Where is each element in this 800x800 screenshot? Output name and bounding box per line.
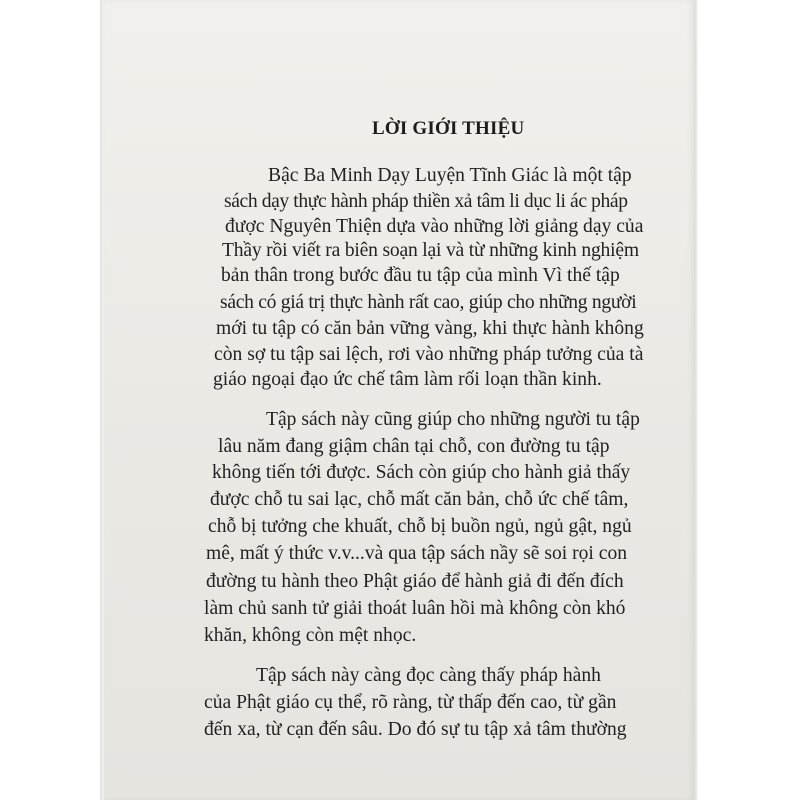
text-line: Tập sách này càng đọc càng thấy pháp hành <box>256 665 601 686</box>
text-line: sách có giá trị thực hành rất cao, giúp cho những người <box>220 292 637 313</box>
text-line: làm chủ sanh tử giải thoát luân hồi mà không còn khó <box>204 598 626 619</box>
text-line: mới tu tập có căn bản vững vàng, khi thực hành không <box>216 318 644 339</box>
text-line: của Phật giáo cụ thể, rõ ràng, từ thấp đến cao, từ gần <box>204 692 617 713</box>
page-right-edge <box>694 0 698 800</box>
text-line: khăn, không còn mệt nhọc. <box>204 625 417 646</box>
text-line: chỗ bị tưởng che khuất, chỗ bị buồn ngủ, ngủ gật, ngủ <box>208 516 632 537</box>
text-line: mê, mất ý thức v.v...và qua tập sách nầy sẽ soi rọi con <box>206 543 628 564</box>
text-line: Bậc Ba Minh Dạy Luyện Tĩnh Giác là một tập <box>268 165 632 186</box>
text-line: đến xa, từ cạn đến sâu. Do đó sự tu tập xả tâm thường <box>204 719 627 740</box>
text-line: được chỗ tu sai lạc, chỗ mất căn bản, chỗ ức chế tâm, <box>210 489 629 510</box>
text-line: giáo ngoại đạo ức chế tâm làm rối loạn thần kinh. <box>213 369 602 390</box>
text-line: đường tu hành theo Phật giáo để hành giả đi đến đích <box>206 571 624 592</box>
text-line: Thầy rồi viết ra biên soạn lại và từ những kinh nghiệm <box>222 240 639 261</box>
text-line: bản thân trong bước đầu tu tập của mình Vì thế tập <box>221 265 620 286</box>
text-line: không tiến tới được. Sách còn giúp cho hành giả thấy <box>212 462 631 483</box>
text-line: sách dạy thực hành pháp thiền xả tâm li dục li ác pháp <box>224 191 628 212</box>
text-line: Tập sách này cũng giúp cho những người tu tập <box>266 409 640 430</box>
document-title: LỜI GIỚI THIỆU <box>372 118 525 139</box>
text-line: còn sợ tu tập sai lệch, rơi vào những pháp tưởng của tà <box>214 344 644 365</box>
text-line: được Nguyên Thiện dựa vào những lời giảng dạy của <box>225 216 644 237</box>
text-line: lâu năm đang giậm chân tại chỗ, con đường tu tập <box>218 436 610 457</box>
